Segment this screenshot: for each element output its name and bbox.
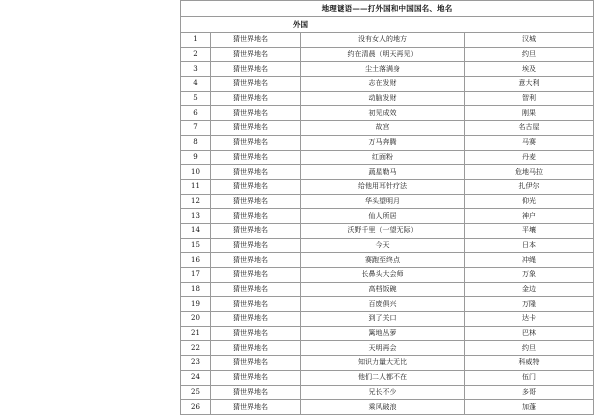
table-row <box>181 209 594 224</box>
row-number: 4 <box>181 77 211 92</box>
row-number: 6 <box>181 106 211 121</box>
riddle-table-body <box>181 1 594 415</box>
row-riddle: 动脑发财 <box>301 91 465 106</box>
table-row <box>181 223 594 238</box>
row-answer: 达卡 <box>465 312 594 327</box>
row-number: 22 <box>181 341 211 356</box>
table-row <box>181 179 594 194</box>
row-answer: 伍门 <box>465 370 594 385</box>
row-riddle: 兄长不少 <box>301 385 465 400</box>
table-row <box>181 341 594 356</box>
row-number: 19 <box>181 297 211 312</box>
table-row <box>181 77 594 92</box>
row-number: 17 <box>181 268 211 283</box>
section-heading: 外国 <box>181 17 594 33</box>
row-number: 11 <box>181 179 211 194</box>
row-number: 25 <box>181 385 211 400</box>
row-riddle: 百废俱兴 <box>301 297 465 312</box>
row-number: 3 <box>181 62 211 77</box>
table-row <box>181 135 594 150</box>
row-answer: 平壤 <box>465 223 594 238</box>
row-category: 猜世界地名 <box>211 47 301 62</box>
table-row <box>181 356 594 371</box>
row-answer: 危地马拉 <box>465 165 594 180</box>
document-title: 地理谜语——打外国和中国国名、地名 <box>181 1 594 17</box>
row-answer: 智利 <box>465 91 594 106</box>
row-answer: 金边 <box>465 282 594 297</box>
row-riddle: 到了关口 <box>301 312 465 327</box>
row-category: 猜世界地名 <box>211 209 301 224</box>
table-row <box>181 370 594 385</box>
row-category: 猜世界地名 <box>211 312 301 327</box>
row-answer: 约旦 <box>465 47 594 62</box>
row-riddle: 约在清晨（明天再见） <box>301 47 465 62</box>
table-row <box>181 268 594 283</box>
row-category: 猜世界地名 <box>211 400 301 415</box>
row-number: 15 <box>181 238 211 253</box>
row-number: 23 <box>181 356 211 371</box>
table-row <box>181 385 594 400</box>
table-row <box>181 150 594 165</box>
table-row <box>181 326 594 341</box>
table-row <box>181 400 594 415</box>
row-number: 20 <box>181 312 211 327</box>
row-category: 猜世界地名 <box>211 179 301 194</box>
table-row <box>181 33 594 48</box>
row-answer: 意大利 <box>465 77 594 92</box>
row-category: 猜世界地名 <box>211 121 301 136</box>
table-row <box>181 106 594 121</box>
row-number: 13 <box>181 209 211 224</box>
row-category: 猜世界地名 <box>211 356 301 371</box>
row-riddle: 没有女人的地方 <box>301 33 465 48</box>
row-answer: 加蓬 <box>465 400 594 415</box>
row-answer: 仰光 <box>465 194 594 209</box>
row-answer: 埃及 <box>465 62 594 77</box>
row-riddle: 长鼻头大会师 <box>301 268 465 283</box>
riddle-document <box>180 0 593 415</box>
row-riddle: 万马奔腾 <box>301 135 465 150</box>
row-category: 猜世界地名 <box>211 91 301 106</box>
row-category: 猜世界地名 <box>211 341 301 356</box>
table-row <box>181 312 594 327</box>
row-riddle: 华头望明月 <box>301 194 465 209</box>
row-number: 5 <box>181 91 211 106</box>
row-number: 12 <box>181 194 211 209</box>
row-category: 猜世界地名 <box>211 33 301 48</box>
row-category: 猜世界地名 <box>211 282 301 297</box>
table-row <box>181 238 594 253</box>
table-row <box>181 62 594 77</box>
table-row <box>181 194 594 209</box>
row-category: 猜世界地名 <box>211 370 301 385</box>
row-riddle: 篱地丛萝 <box>301 326 465 341</box>
row-category: 猜世界地名 <box>211 62 301 77</box>
row-answer: 万象 <box>465 268 594 283</box>
row-riddle: 今天 <box>301 238 465 253</box>
table-row <box>181 91 594 106</box>
row-answer: 多哥 <box>465 385 594 400</box>
table-row <box>181 165 594 180</box>
row-category: 猜世界地名 <box>211 194 301 209</box>
row-answer: 汉城 <box>465 33 594 48</box>
row-riddle: 天明再会 <box>301 341 465 356</box>
row-category: 猜世界地名 <box>211 223 301 238</box>
section-row <box>181 17 594 33</box>
row-riddle: 他们二人都不在 <box>301 370 465 385</box>
row-answer: 马赛 <box>465 135 594 150</box>
row-category: 猜世界地名 <box>211 150 301 165</box>
row-answer: 名古屋 <box>465 121 594 136</box>
row-riddle: 乘风破浪 <box>301 400 465 415</box>
row-number: 1 <box>181 33 211 48</box>
row-category: 猜世界地名 <box>211 238 301 253</box>
row-category: 猜世界地名 <box>211 385 301 400</box>
row-answer: 巴林 <box>465 326 594 341</box>
title-row <box>181 1 594 17</box>
row-riddle: 故宫 <box>301 121 465 136</box>
table-row <box>181 121 594 136</box>
row-number: 14 <box>181 223 211 238</box>
row-riddle: 初见成效 <box>301 106 465 121</box>
row-answer: 万隆 <box>465 297 594 312</box>
row-number: 7 <box>181 121 211 136</box>
row-answer: 刚果 <box>465 106 594 121</box>
row-riddle: 给他用耳针疗法 <box>301 179 465 194</box>
row-number: 2 <box>181 47 211 62</box>
row-riddle: 仙人所居 <box>301 209 465 224</box>
row-riddle: 高档饭碗 <box>301 282 465 297</box>
riddle-table <box>180 0 594 415</box>
row-number: 24 <box>181 370 211 385</box>
row-riddle: 红面粉 <box>301 150 465 165</box>
row-riddle: 赛跑至终点 <box>301 253 465 268</box>
row-riddle: 知识力量大无比 <box>301 356 465 371</box>
row-number: 26 <box>181 400 211 415</box>
row-answer: 神户 <box>465 209 594 224</box>
row-number: 8 <box>181 135 211 150</box>
row-number: 9 <box>181 150 211 165</box>
row-category: 猜世界地名 <box>211 135 301 150</box>
row-category: 猜世界地名 <box>211 253 301 268</box>
row-category: 猜世界地名 <box>211 326 301 341</box>
table-row <box>181 297 594 312</box>
row-category: 猜世界地名 <box>211 268 301 283</box>
row-number: 10 <box>181 165 211 180</box>
row-category: 猜世界地名 <box>211 297 301 312</box>
row-category: 猜世界地名 <box>211 106 301 121</box>
row-answer: 科威特 <box>465 356 594 371</box>
row-answer: 日本 <box>465 238 594 253</box>
table-row <box>181 282 594 297</box>
row-riddle: 尘土落满身 <box>301 62 465 77</box>
row-answer: 约旦 <box>465 341 594 356</box>
row-answer: 扎伊尔 <box>465 179 594 194</box>
row-riddle: 蔬星勒马 <box>301 165 465 180</box>
row-riddle: 志在发财 <box>301 77 465 92</box>
row-answer: 丹麦 <box>465 150 594 165</box>
row-number: 21 <box>181 326 211 341</box>
row-number: 18 <box>181 282 211 297</box>
row-category: 猜世界地名 <box>211 77 301 92</box>
table-row <box>181 253 594 268</box>
row-number: 16 <box>181 253 211 268</box>
row-riddle: 沃野千里（一望无际） <box>301 223 465 238</box>
row-answer: 冲绳 <box>465 253 594 268</box>
table-row <box>181 47 594 62</box>
row-category: 猜世界地名 <box>211 165 301 180</box>
